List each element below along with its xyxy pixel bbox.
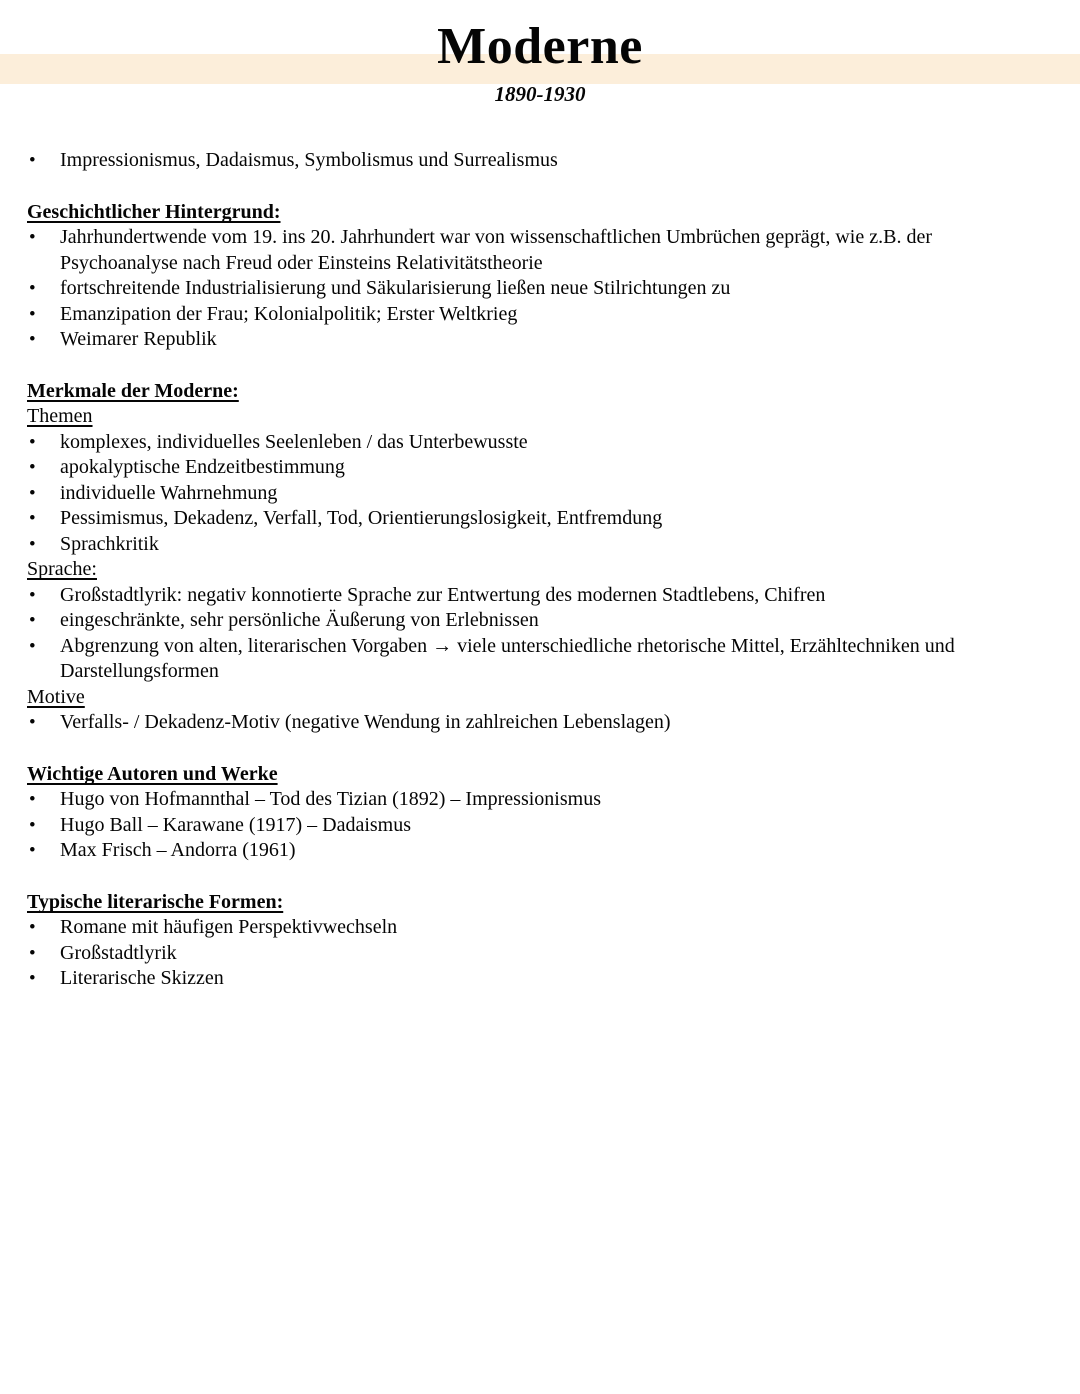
- section: [27, 200, 1028, 353]
- bullet-item: [27, 455, 1028, 481]
- bullet-item: [27, 583, 1028, 609]
- intro-bullet-list: [27, 148, 1028, 174]
- bullet-list: [27, 710, 1028, 736]
- subsection-heading: Motive: [27, 685, 85, 708]
- bullet-text: Hugo Ball – Karawane (1917) – Dadaismus: [60, 813, 412, 836]
- bullet-item: [27, 838, 1028, 864]
- bullet-text: Impressionismus, Dadaismus, Symbolismus und Surrealismus: [60, 149, 558, 172]
- bullet-list: [27, 787, 1028, 864]
- bullet-item: [27, 506, 1028, 532]
- bullet-item: [27, 481, 1028, 507]
- bullet-item: [27, 225, 1028, 276]
- page-title: Moderne: [437, 18, 643, 75]
- bullet-list: [27, 430, 1028, 558]
- bullet-item: [27, 430, 1028, 456]
- bullet-text: individuelle Wahrnehmung: [60, 481, 278, 504]
- bullet-text: Romane mit häufigen Perspektivwechseln: [60, 916, 398, 939]
- bullet-item: [27, 276, 1028, 302]
- bullet-text: eingeschränkte, sehr persönliche Äußerung von Erlebnissen: [60, 609, 539, 632]
- section-heading: Wichtige Autoren und Werke: [27, 762, 278, 785]
- section: [27, 379, 1028, 736]
- bullet-text: Weimarer Republik: [60, 328, 217, 351]
- bullet-text: Emanzipation der Frau; Kolonialpolitik; Erster Weltkrieg: [60, 302, 518, 325]
- bullet-list: [27, 915, 1028, 992]
- section-heading: Typische literarische Formen:: [27, 890, 284, 913]
- document-header: [0, 0, 1080, 106]
- bullet-text: apokalyptische Endzeitbestimmung: [60, 456, 345, 479]
- document-content: [0, 148, 1080, 992]
- subsection-heading: Themen: [27, 405, 93, 428]
- bullet-text: Literarische Skizzen: [60, 967, 224, 990]
- bullet-item: [27, 710, 1028, 736]
- bullet-item: [27, 787, 1028, 813]
- bullet-text: Jahrhundertwende vom 19. ins 20. Jahrhundert war von wissenschaftlichen Umbrüchen geprägt, wie z.B. der Psychoanalyse nach Freud oder Einsteins Relativitätstheorie: [60, 226, 932, 274]
- bullet-item: [27, 915, 1028, 941]
- bullet-item: [27, 327, 1028, 353]
- bullet-text: Großstadtlyrik: [60, 941, 177, 964]
- bullet-list: [27, 225, 1028, 353]
- bullet-item: [27, 148, 1028, 174]
- bullet-item: [27, 813, 1028, 839]
- sections: [27, 200, 1028, 992]
- page-subtitle: 1890-1930: [494, 82, 586, 106]
- subsection-heading: Sprache:: [27, 558, 97, 581]
- bullet-text: Verfalls- / Dekadenz-Motiv (negative Wendung in zahlreichen Lebenslagen): [60, 711, 671, 734]
- bullet-item: [27, 608, 1028, 634]
- bullet-text: Großstadtlyrik: negativ konnotierte Sprache zur Entwertung des modernen Stadtlebens, Chifren: [60, 583, 826, 606]
- bullet-list: [27, 583, 1028, 685]
- bullet-text: Max Frisch – Andorra (1961): [60, 839, 296, 862]
- section: [27, 890, 1028, 992]
- bullet-item: [27, 532, 1028, 558]
- bullet-item: [27, 941, 1028, 967]
- bullet-text: Abgrenzung von alten, literarischen Vorgaben → viele unterschiedliche rhetorische Mittel, Erzähltechniken und Darstellungsformen: [60, 634, 955, 683]
- bullet-item: [27, 634, 1028, 685]
- section: [27, 762, 1028, 864]
- bullet-item: [27, 966, 1028, 992]
- section-heading: Geschichtlicher Hintergrund:: [27, 200, 281, 223]
- bullet-text: fortschreitende Industrialisierung und Säkularisierung ließen neue Stilrichtungen zu: [60, 277, 731, 300]
- bullet-text: Sprachkritik: [60, 532, 159, 555]
- bullet-item: [27, 302, 1028, 328]
- bullet-text: Hugo von Hofmannthal – Tod des Tizian (1892) – Impressionismus: [60, 788, 601, 811]
- bullet-text: Pessimismus, Dekadenz, Verfall, Tod, Orientierungslosigkeit, Entfremdung: [60, 507, 663, 530]
- bullet-text: komplexes, individuelles Seelenleben / das Unterbewusste: [60, 430, 528, 453]
- section-heading: Merkmale der Moderne:: [27, 379, 239, 402]
